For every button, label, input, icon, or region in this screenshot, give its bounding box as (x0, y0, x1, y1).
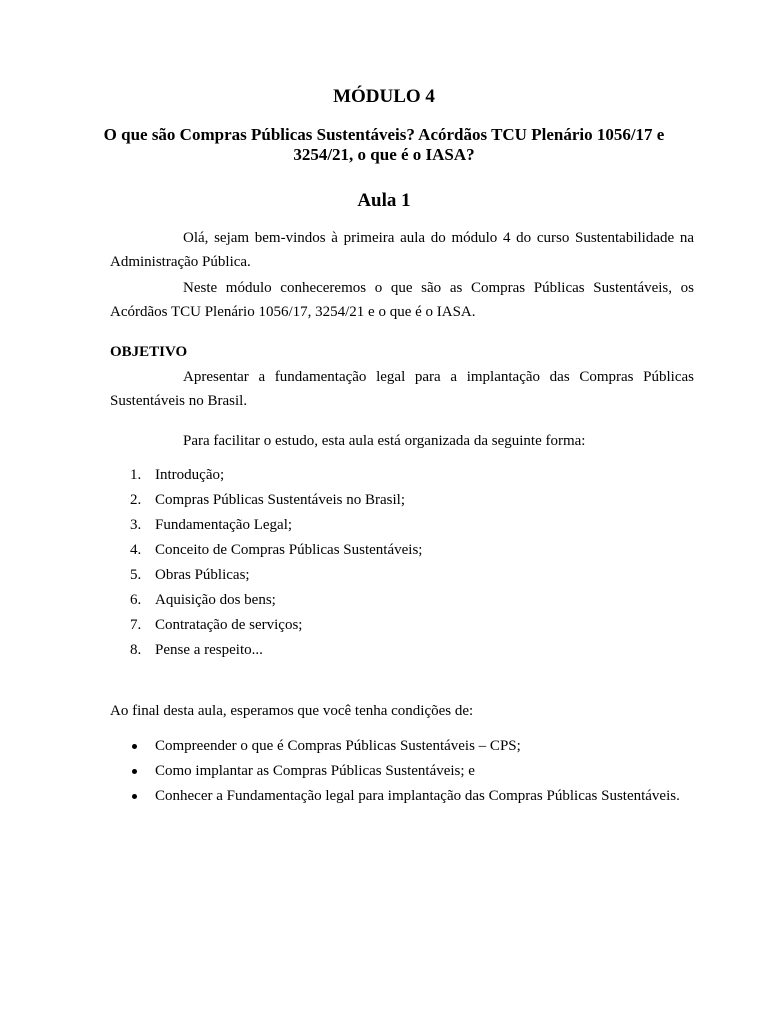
list-item-number: 2. (130, 492, 142, 508)
list-item (110, 465, 710, 490)
module-title: MÓDULO 4 (333, 86, 435, 107)
list-item (110, 736, 710, 761)
list-item (110, 640, 710, 665)
list-item-text: Fundamentação Legal; (155, 517, 293, 533)
list-item-number: 4. (130, 542, 142, 558)
list-item (110, 786, 710, 811)
goals-intro: Ao final desta aula, esperamos que você tenha condições de: (110, 703, 474, 719)
list-item-text: Compras Públicas Sustentáveis no Brasil; (155, 492, 405, 508)
intro-paragraph-1: Olá, sejam bem-vindos à primeira aula do módulo 4 do curso Sustentabilidade na Administração Pública. (110, 230, 694, 270)
list-item-number: 5. (130, 567, 142, 583)
list-item-text: Contratação de serviços; (155, 617, 303, 633)
list-item-number: 6. (130, 592, 142, 608)
module-subtitle: O que são Compras Públicas Sustentáveis? Acórdãos TCU Plenário 1056/17 e 3254/21, o que é o IASA? (103, 125, 665, 164)
list-item-number: 7. (130, 617, 142, 633)
list-item-text: Pense a respeito... (155, 642, 263, 658)
list-item-text: Conceito de Compras Públicas Sustentáveis; (155, 542, 423, 558)
list-item-text: Como implantar as Compras Públicas Sustentáveis; e (155, 763, 475, 779)
organization-text: Para facilitar o estudo, esta aula está organizada da seguinte forma: (183, 433, 586, 449)
bullet-icon (132, 744, 137, 749)
list-item (110, 761, 710, 786)
intro-paragraph-2: Neste módulo conheceremos o que são as Compras Públicas Sustentáveis, os Acórdãos TCU Plenário 1056/17, 3254/21 e o que é o IASA. (110, 280, 694, 320)
list-item (110, 565, 710, 590)
list-item-number: 1. (130, 467, 142, 483)
list-item-text: Compreender o que é Compras Públicas Sustentáveis – CPS; (155, 738, 521, 754)
list-item-text: Obras Públicas; (155, 567, 250, 583)
objective-heading: OBJETIVO (110, 344, 188, 360)
list-item (110, 590, 710, 615)
list-item-number: 3. (130, 517, 142, 533)
objective-text: Apresentar a fundamentação legal para a implantação das Compras Públicas Sustentáveis no Brasil. (110, 369, 694, 409)
list-item (110, 615, 710, 640)
lesson-title: Aula 1 (357, 190, 411, 211)
list-item-text: Introdução; (155, 467, 225, 483)
outline-list (110, 465, 710, 665)
list-item-number: 8. (130, 642, 142, 658)
list-item-text: Conhecer a Fundamentação legal para implantação das Compras Públicas Sustentáveis. (155, 788, 680, 804)
goals-list (110, 736, 710, 811)
bullet-icon (132, 769, 137, 774)
list-item (110, 515, 710, 540)
bullet-icon (132, 794, 137, 799)
list-item (110, 540, 710, 565)
list-item-text: Aquisição dos bens; (155, 592, 276, 608)
list-item (110, 490, 710, 515)
